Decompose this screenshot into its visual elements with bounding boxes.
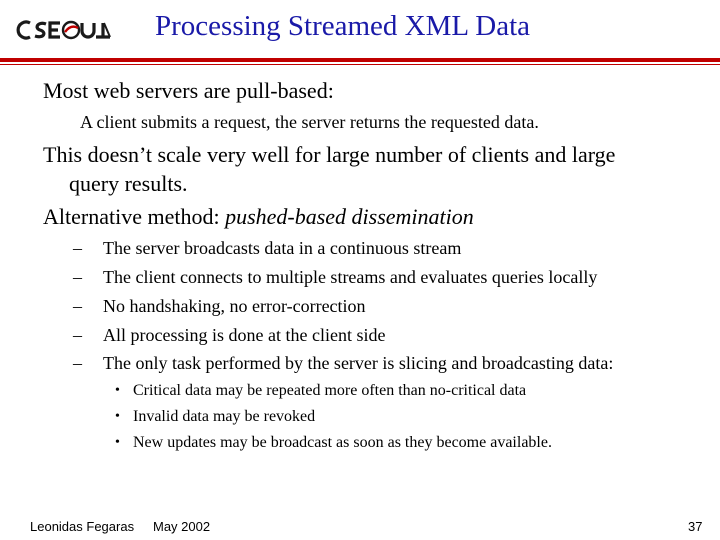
dash-item: The server broadcasts data in a continuous stream — [103, 238, 462, 258]
alternative-prefix: Alternative method: — [43, 204, 226, 229]
dash-item: All processing is done at the client side — [103, 325, 386, 345]
bullet-item: Invalid data may be revoked — [133, 408, 316, 425]
bullet-marker: • — [115, 435, 120, 450]
dash-marker: – — [73, 267, 82, 287]
header-rule-thick — [0, 58, 720, 62]
dash-item: No handshaking, no error-correction — [103, 296, 366, 316]
dash-marker: – — [73, 325, 82, 345]
point-alternative — [43, 204, 474, 230]
dash-item: The only task performed by the server is slicing and broadcasting data: — [103, 353, 614, 373]
cse-uta-logo — [16, 18, 114, 42]
point-pull-based-detail: A client submits a request, the server returns the requested data. — [80, 112, 539, 132]
dash-item: The client connects to multiple streams and evaluates queries locally — [103, 267, 598, 287]
dash-marker: – — [73, 353, 82, 373]
slide-title: Processing Streamed XML Data — [155, 10, 531, 42]
bullet-item: New updates may be broadcast as soon as they become available. — [133, 434, 552, 451]
footer-author: Leonidas Fegaras — [30, 519, 135, 534]
bullet-item: Critical data may be repeated more often than no-critical data — [133, 382, 527, 399]
point-scaling-line1: This doesn’t scale very well for large number of clients and large — [43, 142, 616, 167]
alternative-emphasis: pushed-based dissemination — [225, 204, 474, 229]
dash-marker: – — [73, 296, 82, 316]
bullet-marker: • — [115, 409, 120, 424]
header-rule-thin — [0, 64, 720, 65]
bullet-marker: • — [115, 383, 120, 398]
footer-page-number: 37 — [688, 519, 703, 534]
footer-date: May 2002 — [153, 519, 211, 534]
dash-marker: – — [73, 238, 82, 258]
point-scaling-line2: query results. — [69, 171, 188, 196]
point-pull-based: Most web servers are pull-based: — [43, 78, 334, 103]
